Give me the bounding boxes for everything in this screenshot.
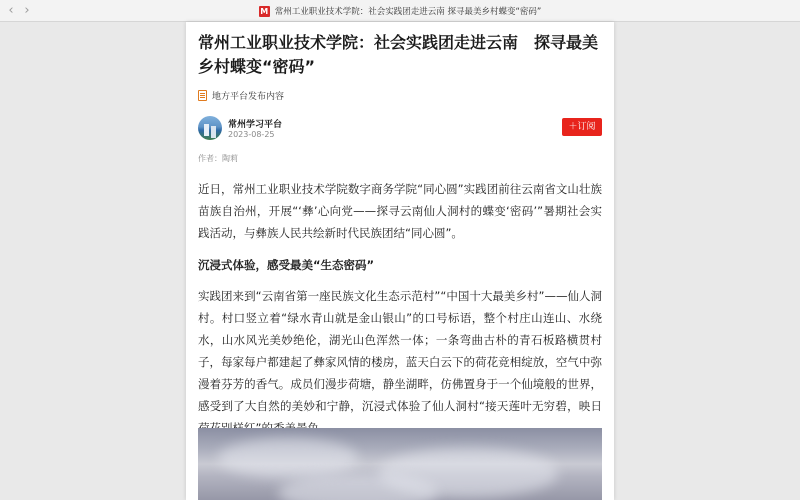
section-heading: 沉浸式体验，感受最美“生态密码”: [198, 258, 375, 272]
cloud-shape: [218, 438, 358, 478]
account-name[interactable]: 常州学习平台: [228, 120, 283, 130]
back-icon[interactable]: ‹: [8, 3, 14, 18]
article-image: [198, 428, 602, 500]
forward-icon[interactable]: ›: [24, 3, 30, 18]
app-logo-icon: M: [260, 6, 269, 16]
article-content: [198, 22, 602, 439]
avatar[interactable]: [198, 116, 222, 140]
document-icon: [198, 90, 207, 101]
publish-date: 2023-08-25: [228, 130, 275, 139]
article-paragraph: 实践团来到“云南省第一座民族文化生态示范村”“中国十大最美乡村”——仙人洞村。村口竖立着“绿水青山就是金山银山”的口号标语，整个村庄山连山、水绕水，山水风光美妙绝伦，湖光山色浑然一体；一条弯曲古朴的青石板路横贯村子，每家每户都建起了彝家风情的楼房，蓝天白云下的荷花竞相绽放，空气中弥漫着芬芳的香气。成员们漫步荷塘，静坐湖畔，仿佛置身于一个仙境般的世界，感受到了大自然的美妙和宁静，沉浸式体验了仙人洞村“接天莲叶无穷碧，映日: [198, 289, 602, 413]
author-row: [198, 116, 602, 142]
source-row: [198, 87, 602, 103]
title-bar: [0, 0, 800, 22]
article-paragraph: 近日，常州工业职业技术学院数字商务学院“同心圆”实践团前往云南省文山壮族苗族自治州，开展“‘彝’心向党——探寻云南仙人洞村的蝶变‘密码’”暑期社会实践活动，与彝族人民共绘新时代民族团结“同心圆”。: [198, 182, 602, 240]
window-title: 常州工业职业技术学院：社会实践团走进云南 探寻最美乡村蝶变“密码”: [274, 7, 542, 17]
byline: 作者：陶莉: [198, 154, 238, 163]
article-page[interactable]: [186, 22, 614, 500]
window-title-group: [0, 0, 800, 22]
subscribe-button[interactable]: ＋订阅: [562, 118, 602, 136]
source-label: 地方平台发布内容: [212, 91, 285, 102]
article-headline: 常州工业职业技术学院：社会实践团走进云南 探寻最美乡村蝶变“密码”: [198, 33, 599, 76]
